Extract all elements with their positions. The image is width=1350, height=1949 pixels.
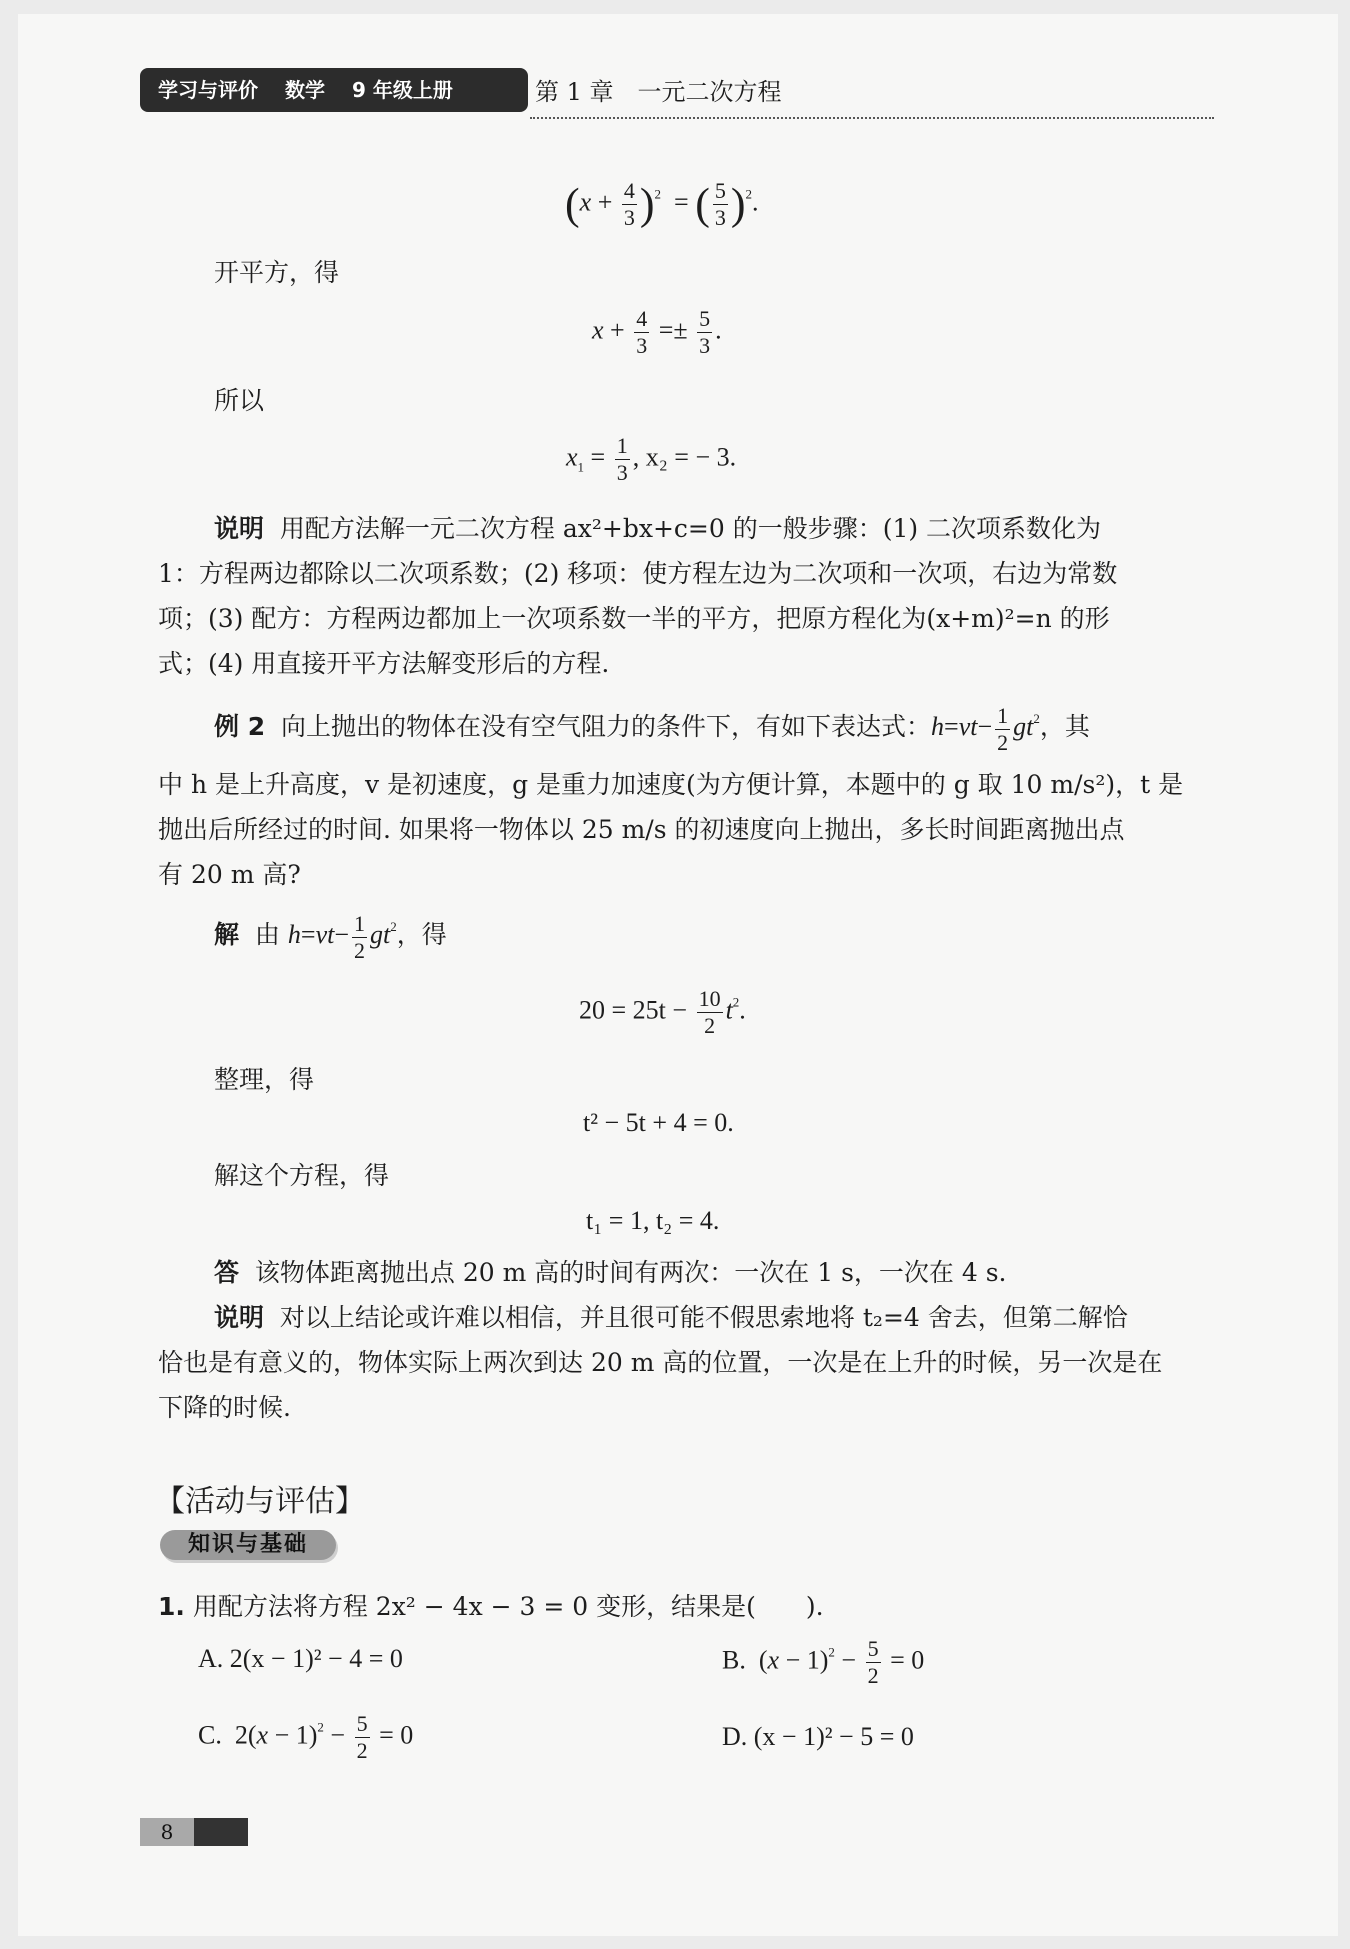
section-title-activity: 【活动与评估】 (155, 1484, 365, 1519)
example2-line3: 抛出后所经过的时间. 如果将一物体以 25 m/s 的初速度向上抛出，多长时间距离抛出点 (158, 815, 1125, 844)
pm-sign: =± (658, 315, 688, 345)
section-badge-knowledge: 知识与基础 (160, 1530, 336, 1560)
header-chapter: 第 1 章 一元二次方程 (535, 78, 782, 106)
header-book-title: 学习与评价 (158, 78, 258, 102)
option-b[interactable]: B. $(x - 1)^2$ − $\frac{5}{2}$ = 0 (722, 1636, 925, 1688)
equation-quadratic-t: t² − 5t + 4 = 0. (583, 1108, 734, 1137)
example2-line2: 中 h 是上升高度，v 是初速度，g 是重力加速度(为方便计算，本题中的 g 取 10 m/s²)，t 是 (158, 770, 1184, 799)
note2-line1: 说明 对以上结论或许难以相信，并且很可能不假思索地将 t₂=4 舍去，但第二解恰 (214, 1303, 1128, 1332)
root-x2: x₂ = − 3. (645, 442, 737, 472)
equation-roots-t: t₁ = 1, t₂ = 4. (586, 1206, 720, 1235)
equation-20-eq: 20 = 25t − $\frac{10}{2}$ $t^2$. (579, 986, 746, 1038)
note1-line4: 式；(4) 用直接开平方法解变形后的方程. (158, 649, 610, 678)
note1-label: 说明 (214, 514, 265, 543)
equation-plus-minus: x + $\frac{4}{3}$ =± $\frac{5}{3}$ . (592, 306, 722, 358)
example2-label: 例 2 (214, 712, 266, 741)
question1-stem: 1. 用配方法将方程 2x² − 4x − 3 = 0 变形，结果是( ). (158, 1592, 824, 1621)
example2-line4: 有 20 m 高? (158, 860, 301, 889)
example2-line1: 例 2 向上抛出的物体在没有空气阻力的条件下，有如下表达式：h=vt− $\frac{1}{2}$ $gt^2$，其 (214, 702, 1090, 755)
option-a[interactable]: A. 2(x − 1)² − 4 = 0 (198, 1644, 403, 1673)
step-therefore: 所以 (214, 386, 265, 415)
equation-completed-square: (x + $\frac{4}{3}$ )$^2$ = ( $\frac{5}{3}$ )$^2$. (565, 178, 759, 230)
question1-number: 1. (158, 1592, 185, 1621)
note2-line3: 下降的时候. (158, 1393, 291, 1422)
note1-line2: 1：方程两边都除以二次项系数；(2) 移项：使方程左边为二次项和一次项，右边为常数 (158, 559, 1118, 588)
answer-line: 答 该物体距离抛出点 20 m 高的时间有两次：一次在 1 s，一次在 4 s. (214, 1258, 1007, 1287)
note1-line1: 说明 用配方法解一元二次方程 ax²+bx+c=0 的一般步骤：(1) 二次项系数化为 (214, 514, 1102, 543)
solution2-label: 解 (214, 920, 240, 949)
note2-label: 说明 (214, 1303, 265, 1332)
step-solve: 解这个方程，得 (214, 1161, 390, 1190)
answer-label: 答 (214, 1258, 240, 1287)
step-take-sqrt: 开平方，得 (214, 258, 340, 287)
note1-line3: 项；(3) 配方：方程两边都加上一次项系数一半的平方，把原方程化为(x+m)²=n 的形 (158, 604, 1110, 633)
equation-roots-x: $x_1$ = $\frac{1}{3}$ , x₂ = − 3. (566, 433, 737, 485)
header-grade: 9 年级上册 (351, 78, 453, 102)
solution2-first-line: 解 由 h=vt− $\frac{1}{2}$ $gt^2$，得 (214, 910, 447, 963)
option-c[interactable]: C. $2(x - 1)^2$ − $\frac{5}{2}$ = 0 (198, 1711, 414, 1763)
header-divider (530, 117, 1214, 119)
note2-line2: 恰也是有意义的，物体实际上两次到达 20 m 高的位置，一次是在上升的时候，另一次是在 (158, 1348, 1163, 1377)
option-d[interactable]: D. (x − 1)² − 5 = 0 (722, 1722, 914, 1751)
step-simplify: 整理，得 (214, 1065, 315, 1094)
page-number: 8 (140, 1818, 194, 1846)
header-book-bar (140, 68, 528, 112)
header-subject: 数学 (284, 78, 325, 102)
